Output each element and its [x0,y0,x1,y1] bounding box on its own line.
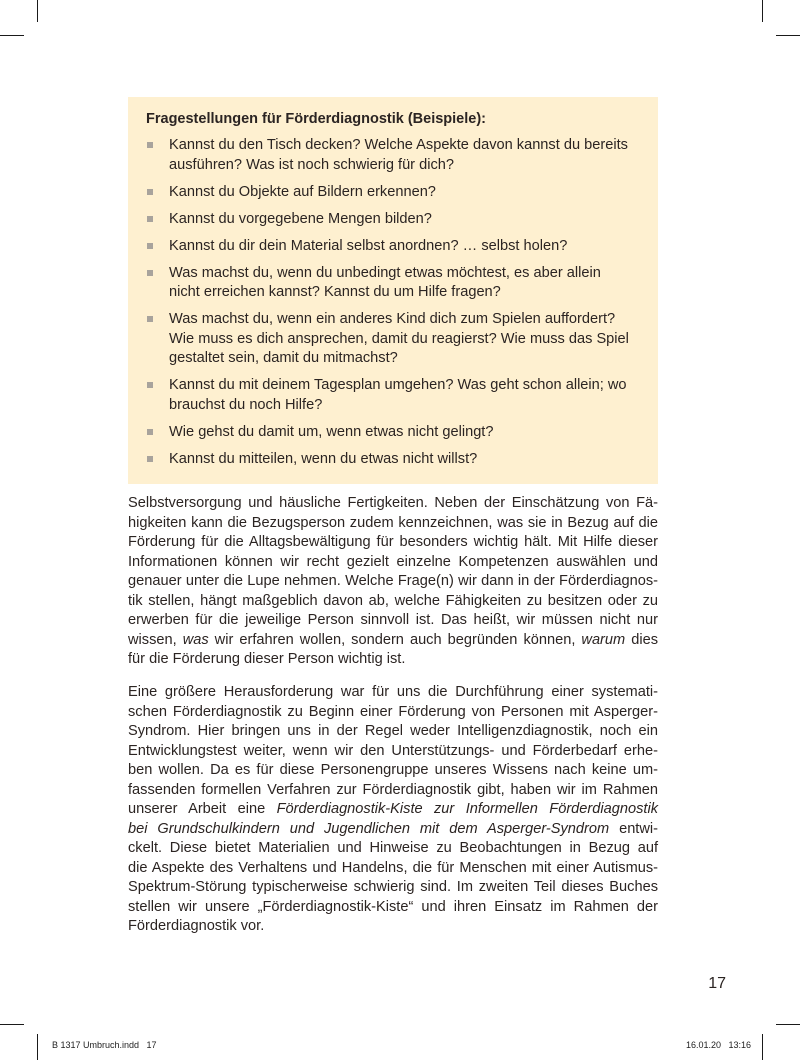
question-item [146,136,640,175]
crop-mark-bottom-left-horizontal [0,1024,24,1025]
square-bullet-icon [147,216,153,222]
question-item [146,423,640,443]
emphasis-title: Förderdiagnostik-Kiste zur Informellen Förderdiagnostik [276,801,658,817]
question-list [146,136,640,469]
square-bullet-icon [147,142,153,148]
question-text-line: ausführen? Was ist noch schwierig für dich? [169,156,454,173]
question-text-line: Was machst du, wenn ein anderes Kind dich zum Spielen auffordert? [169,311,616,328]
text-line: Spektrum-Störung typischerweise schwierig sind. Im zweiten Teil dieses Buches [128,879,658,895]
square-bullet-icon [147,382,153,388]
text-line: ckelt. Diese bietet Materialien und Hinweise zu Beobachtungen in Bezug auf [128,840,658,856]
text-line: Informationen können wir recht gezielt einzelne Kompetenzen auswählen und [128,553,658,570]
text-line: schen Förderdiagnostik zu Beginn einer Förderung von Personen mit Asperger- [128,703,658,720]
question-text-line: Wie gehst du damit um, wenn etwas nicht gelingt? [169,423,494,440]
question-item [146,210,640,230]
slug-timestamp: 16.01.20 13:16 [686,1040,752,1050]
text-line: higkeiten kann die Bezugsperson zudem kennzeichnen, was sie in Bezug auf die [128,514,658,531]
question-item [146,310,640,369]
text-line: tik stellen, hängt maßgeblich davon ab, welche Fähigkeiten zu besitzen oder zu [128,592,658,609]
text-run: wissen, [128,631,183,648]
question-text-line: Kannst du mitteilen, wenn du etwas nicht willst? [169,450,478,467]
text-line [128,820,658,840]
text-run: wir erfahren wollen, sondern auch begründen können, [208,631,582,648]
question-text-line: Kannst du mit deinem Tagesplan umgehen? Was geht schon allein; wo [169,377,627,394]
box-title: Fragestellungen für Förderdiagnostik (Beispiele): [146,111,486,127]
question-item [146,183,640,203]
crop-mark-bottom-left-vertical [37,1034,38,1060]
text-line: Eine größere Herausforderung war für uns die Durchführung einer systemati- [128,684,658,700]
question-item [146,264,640,303]
crop-mark-bottom-right-vertical [762,1034,763,1060]
text-run: dies [625,631,659,648]
text-run: entwi- [609,820,659,837]
question-item [146,376,640,415]
text-line [128,631,658,651]
text-line: Förderung für die Alltagsbewältigung für besonders wichtig hält. Mit Hilfe dieser [128,534,658,550]
text-run: unserer Arbeit eine [128,801,277,817]
text-line [128,800,658,820]
crop-mark-bottom-right-horizontal [776,1024,800,1025]
emphasis-was: was [182,631,209,648]
slug-filename: B 1317 Umbruch.indd 17 [52,1040,157,1050]
square-bullet-icon [147,429,153,435]
text-line: Entwicklungstest weiter, wenn wir den Unterstützungs- und Förderbedarf erhe- [128,742,658,759]
question-text-line: brauchst du noch Hilfe? [169,396,323,413]
emphasis-title: bei Grundschulkindern und Jugendlichen mit dem Asperger-Syndrom [128,820,610,837]
text-line: erwerben für die jeweilige Person sinnvoll ist. Das heißt, wir müssen nicht nur [128,612,658,628]
emphasis-warum: warum [581,631,626,648]
crop-mark-top-left-horizontal [0,35,24,36]
question-text-line: Kannst du dir dein Material selbst anordnen? … selbst holen? [169,237,568,254]
square-bullet-icon [147,316,153,322]
body-paragraph-1 [128,494,658,670]
crop-mark-top-right-horizontal [776,35,800,36]
crop-mark-top-right-vertical [762,0,763,22]
question-item [146,237,640,257]
question-text-line: Kannst du den Tisch decken? Welche Aspekte davon kannst du bereits [169,137,628,153]
question-text-line: Kannst du vorgegebene Mengen bilden? [169,210,432,227]
text-line: fassenden formellen Verfahren zur Förderdiagnostik gibt, haben wir im Rahmen [128,781,658,798]
question-text-line: nicht erreichen kannst? Kannst du um Hilfe fragen? [169,284,501,301]
question-text-line: gestaltet sein, damit du mitmachst? [169,350,398,367]
crop-mark-top-left-vertical [37,0,38,22]
text-line: stellen wir unsere „Förderdiagnostik-Kiste“ und ihren Einsatz im Rahmen der [128,898,658,915]
text-line: ben wollen. Da es für diese Personengruppe unseres Wissens nach keine um- [128,762,658,778]
page-number: 17 [708,975,726,992]
text-line: Selbstversorgung und häusliche Fertigkeiten. Neben der Einschätzung von Fä- [128,495,658,511]
text-line: für die Förderung dieser Person wichtig ist. [128,651,406,667]
text-line: Syndrom. Hier bringen uns in der Regel weder Intelligenzdiagnostik, noch ein [128,723,658,739]
question-text-line: Wie muss es dich ansprechen, damit du reagierst? Wie muss das Spiel [169,330,629,347]
question-text-line: Was machst du, wenn du unbedingt etwas möchtest, es aber allein [169,264,601,281]
example-questions-box [128,97,658,484]
text-line: die Aspekte des Verhaltens und Handelns, die für Menschen mit einer Autismus- [128,859,658,876]
square-bullet-icon [147,243,153,249]
body-paragraph-2 [128,683,658,937]
question-item [146,450,640,470]
question-text-line: Kannst du Objekte auf Bildern erkennen? [169,183,436,200]
text-line: Förderdiagnostik vor. [128,918,265,934]
text-line: genauer unter die Lupe nehmen. Welche Frage(n) wir dann in der Förderdiagnos- [128,573,658,589]
square-bullet-icon [147,270,153,276]
square-bullet-icon [147,189,153,195]
square-bullet-icon [147,456,153,462]
